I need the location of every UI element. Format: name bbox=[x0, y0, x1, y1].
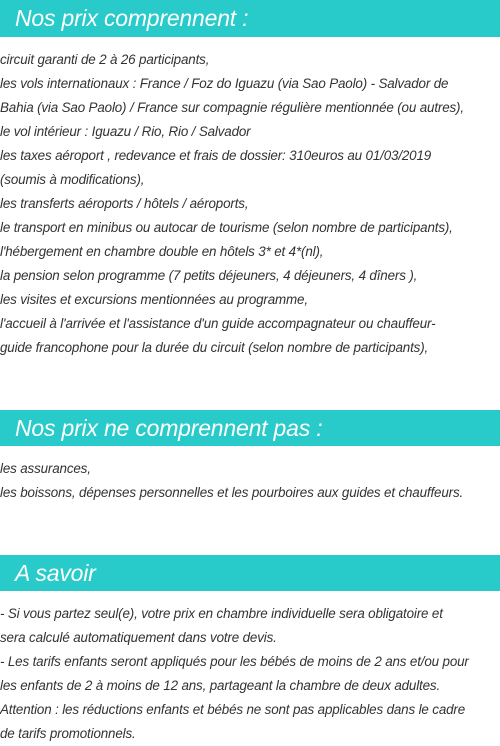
list-item: la pension selon programme (7 petits déjeuners, 4 déjeuners, 4 dîners ), bbox=[0, 268, 418, 283]
list-item: les assurances, bbox=[0, 461, 91, 476]
list-item: les taxes aéroport , redevance et frais de dossier: 310euros au 01/03/2019 bbox=[0, 148, 432, 163]
list-item: guide francophone pour la durée du circuit (selon nombre de participants), bbox=[0, 340, 429, 355]
list-item: les vols internationaux : France / Foz do Iguazu (via Sao Paolo) - Salvador de bbox=[0, 76, 449, 91]
text-line: Attention : les réductions enfants et bébés ne sont pas applicables dans le cadre bbox=[0, 702, 466, 717]
list-item: le vol intérieur : Iguazu / Rio, Rio / Salvador bbox=[0, 124, 251, 139]
included-list bbox=[0, 48, 500, 360]
list-item: les visites et excursions mentionnées au programme, bbox=[0, 292, 308, 307]
list-item: les boissons, dépenses personnelles et les pourboires aux guides et chauffeurs. bbox=[0, 485, 464, 500]
text-line: - Les tarifs enfants seront appliqués pour les bébés de moins de 2 ans et/ou pour bbox=[0, 654, 469, 669]
section-title-good-to-know: A savoir bbox=[0, 555, 500, 591]
list-item: le transport en minibus ou autocar de tourisme (selon nombre de participants), bbox=[0, 220, 453, 235]
list-item: l'hébergement en chambre double en hôtels 3* et 4*(nl), bbox=[0, 244, 324, 259]
section-title-not-included: Nos prix ne comprennent pas : bbox=[0, 410, 500, 446]
list-item: Bahia (via Sao Paolo) / France sur compagnie régulière mentionnée (ou autres), bbox=[0, 100, 464, 115]
list-item: les transferts aéroports / hôtels / aéroports, bbox=[0, 196, 249, 211]
section-title-included: Nos prix comprennent : bbox=[0, 0, 500, 37]
list-item: l'accueil à l'arrivée et l'assistance d'un guide accompagnateur ou chauffeur- bbox=[0, 316, 436, 331]
text-line: sera calculé automatiquement dans votre devis. bbox=[0, 630, 277, 645]
not-included-list bbox=[0, 457, 500, 505]
text-line: - Si vous partez seul(e), votre prix en chambre individuelle sera obligatoire et bbox=[0, 606, 443, 621]
text-line: de tarifs promotionnels. bbox=[0, 726, 136, 741]
good-to-know-text bbox=[0, 602, 500, 746]
list-item: circuit garanti de 2 à 26 participants, bbox=[0, 52, 210, 67]
list-item: (soumis à modifications), bbox=[0, 172, 145, 187]
text-line: les enfants de 2 à moins de 12 ans, partageant la chambre de deux adultes. bbox=[0, 678, 441, 693]
